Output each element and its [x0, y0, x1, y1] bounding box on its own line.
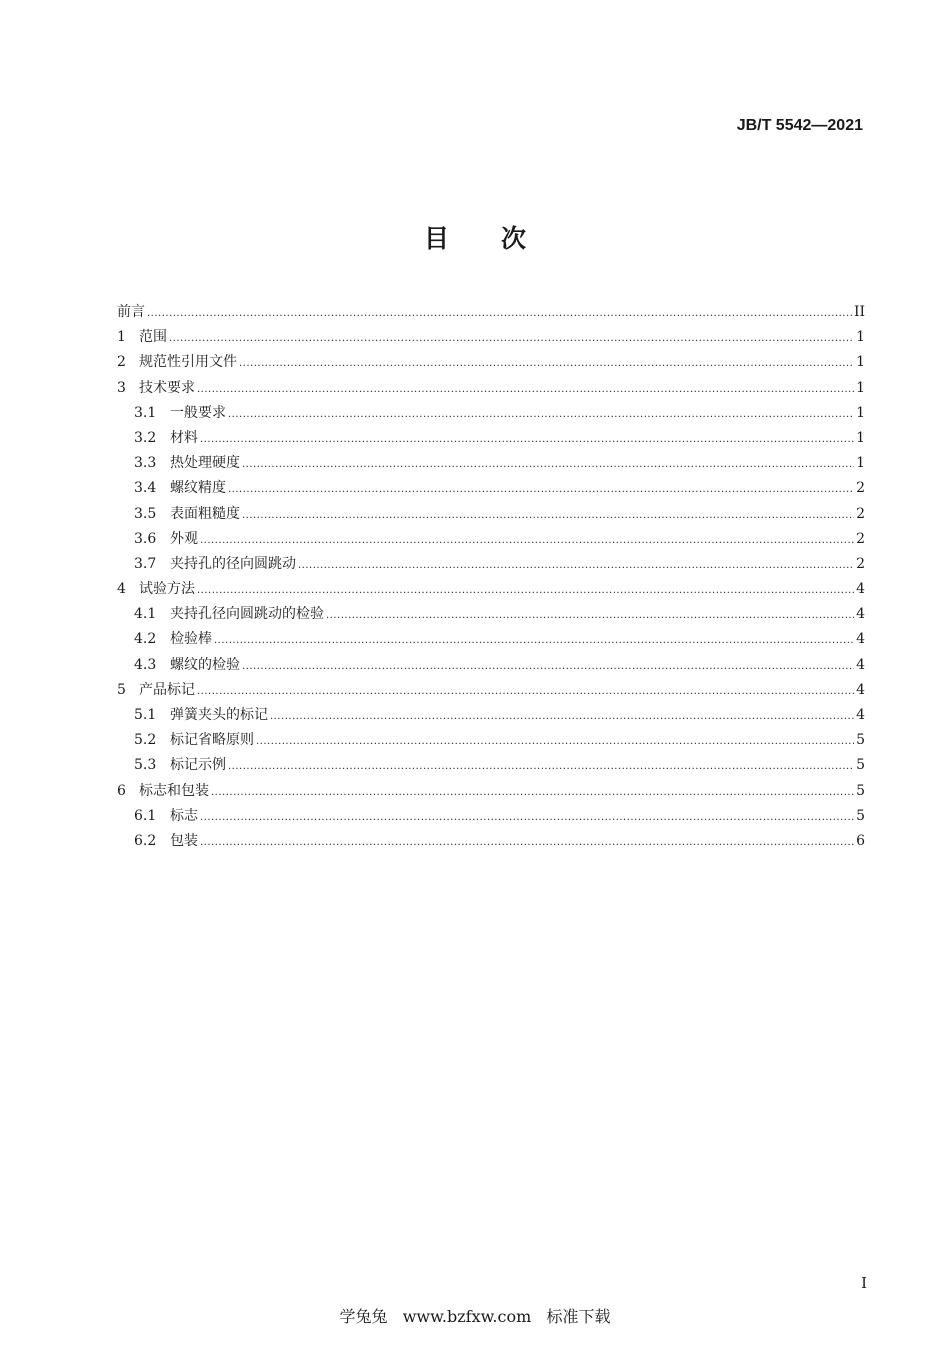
- toc-entry[interactable]: [117, 552, 865, 577]
- toc-entry-page: 1: [856, 379, 865, 396]
- toc-entry-page: 1: [856, 404, 865, 421]
- toc-entry[interactable]: [117, 779, 865, 804]
- toc-entry-title: 螺纹的检验: [170, 656, 240, 673]
- toc-entry[interactable]: [117, 527, 865, 552]
- dot-leader: [147, 300, 852, 326]
- dot-leader: [197, 376, 854, 402]
- toc-entry[interactable]: [117, 627, 865, 652]
- table-of-contents: [117, 300, 865, 854]
- dot-leader: [242, 451, 854, 477]
- toc-entry-title: 螺纹精度: [170, 480, 226, 497]
- toc-entry-title: 外观: [170, 530, 198, 547]
- toc-entry-number: 5.1: [134, 707, 157, 723]
- page-number: I: [861, 1274, 867, 1292]
- toc-entry-number: 3: [117, 379, 126, 396]
- toc-entry-number: 3.6: [134, 530, 157, 547]
- toc-entry-title: 弹簧夹头的标记: [170, 707, 268, 723]
- toc-entry-page: 4: [856, 707, 865, 723]
- dot-leader: [211, 779, 854, 805]
- toc-entry-number: 4.1: [134, 606, 157, 623]
- toc-entry-page: 4: [856, 656, 865, 673]
- toc-entry-page: 5: [856, 757, 865, 774]
- toc-entry[interactable]: [117, 350, 865, 375]
- toc-entry[interactable]: [117, 300, 865, 325]
- toc-entry[interactable]: [117, 325, 865, 350]
- dot-leader: [239, 350, 854, 376]
- toc-entry[interactable]: [117, 376, 865, 401]
- toc-entry-page: 4: [856, 581, 865, 598]
- toc-entry-number: 6: [117, 782, 126, 799]
- toc-entry-number: 6.2: [134, 832, 157, 849]
- toc-entry[interactable]: [117, 728, 865, 753]
- dot-leader: [214, 627, 854, 653]
- toc-entry-page: 5: [856, 782, 865, 799]
- toc-entry[interactable]: [117, 502, 865, 527]
- toc-entry[interactable]: [117, 829, 865, 854]
- toc-entry-title: 检验棒: [170, 631, 212, 648]
- toc-entry-title: 标记示例: [170, 757, 226, 774]
- toc-entry-title: 规范性引用文件: [139, 354, 237, 371]
- toc-entry-page: 1: [856, 329, 865, 346]
- toc-entry-title: 夹持孔径向圆跳动的检验: [170, 606, 324, 623]
- standard-number: JB/T 5542—2021: [736, 117, 863, 134]
- toc-entry-number: 4.2: [134, 631, 157, 648]
- toc-entry-page: 5: [856, 807, 865, 824]
- dot-leader: [197, 678, 854, 704]
- toc-entry-title: 夹持孔的径向圆跳动: [170, 555, 296, 572]
- toc-entry-number: 5.3: [134, 757, 157, 774]
- toc-entry-page: II: [853, 304, 865, 320]
- toc-entry-page: 2: [856, 480, 865, 497]
- toc-entry-title: 试验方法: [139, 581, 195, 598]
- toc-entry-page: 5: [856, 732, 865, 749]
- toc-entry-title: 一般要求: [170, 404, 226, 421]
- toc-entry[interactable]: [117, 703, 865, 728]
- dot-leader: [200, 804, 854, 830]
- dot-leader: [242, 502, 854, 528]
- footer-watermark: 学兔兔 www.bzfxw.com 标准下载: [339, 1307, 611, 1326]
- toc-entry[interactable]: [117, 804, 865, 829]
- dot-leader: [200, 527, 854, 553]
- dot-leader: [270, 703, 854, 729]
- toc-entry-number: 3.7: [134, 555, 157, 572]
- dot-leader: [256, 728, 854, 754]
- toc-entry-number: 5: [117, 681, 126, 698]
- toc-entry[interactable]: [117, 678, 865, 703]
- toc-entry[interactable]: [117, 653, 865, 678]
- dot-leader: [228, 753, 854, 779]
- toc-entry-page: 1: [856, 429, 865, 446]
- toc-entry-page: 2: [856, 555, 865, 572]
- toc-entry-number: 5.2: [134, 732, 157, 749]
- dot-leader: [200, 426, 854, 452]
- toc-entry-number: 3.4: [134, 480, 157, 497]
- toc-entry-number: 4.3: [134, 656, 157, 673]
- toc-entry[interactable]: [117, 602, 865, 627]
- toc-entry-title: 包装: [170, 832, 198, 849]
- toc-entry-page: 1: [856, 455, 865, 472]
- toc-entry-page: 2: [856, 530, 865, 547]
- toc-entry-title: 产品标记: [139, 681, 195, 698]
- toc-entry-number: 2: [117, 354, 126, 371]
- toc-title: 目次: [423, 224, 578, 253]
- toc-entry-page: 2: [856, 505, 865, 522]
- dot-leader: [228, 401, 854, 427]
- toc-entry-page: 6: [856, 832, 865, 849]
- toc-entry-number: 4: [117, 581, 126, 598]
- toc-entry-number: 3.3: [134, 455, 157, 472]
- toc-entry-page: 4: [856, 681, 865, 698]
- dot-leader: [197, 577, 854, 603]
- toc-entry-title: 前言: [117, 304, 145, 320]
- toc-entry-title: 技术要求: [139, 379, 195, 396]
- toc-entry-page: 1: [856, 354, 865, 371]
- toc-entry-number: 3.2: [134, 429, 157, 446]
- dot-leader: [169, 325, 854, 351]
- toc-entry-number: 3.1: [134, 404, 157, 421]
- toc-entry[interactable]: [117, 451, 865, 476]
- toc-entry-page: 4: [856, 631, 865, 648]
- toc-entry-title: 标记省略原则: [170, 732, 254, 749]
- toc-entry[interactable]: [117, 426, 865, 451]
- toc-entry[interactable]: [117, 476, 865, 501]
- toc-entry[interactable]: [117, 753, 865, 778]
- toc-entry-title: 热处理硬度: [170, 455, 240, 472]
- toc-entry-title: 表面粗糙度: [170, 505, 240, 522]
- dot-leader: [228, 476, 854, 502]
- toc-entry[interactable]: [117, 401, 865, 426]
- dot-leader: [298, 552, 854, 578]
- dot-leader: [242, 653, 854, 679]
- toc-entry-title: 标志和包装: [139, 782, 209, 799]
- dot-leader: [200, 829, 854, 855]
- toc-entry-number: 6.1: [134, 807, 157, 824]
- toc-entry[interactable]: [117, 577, 865, 602]
- toc-entry-page: 4: [856, 606, 865, 623]
- toc-entry-title: 标志: [170, 807, 198, 824]
- dot-leader: [326, 602, 854, 628]
- toc-entry-number: 3.5: [134, 505, 157, 522]
- toc-entry-title: 范围: [139, 329, 167, 346]
- toc-entry-title: 材料: [170, 429, 198, 446]
- toc-entry-number: 1: [117, 329, 126, 346]
